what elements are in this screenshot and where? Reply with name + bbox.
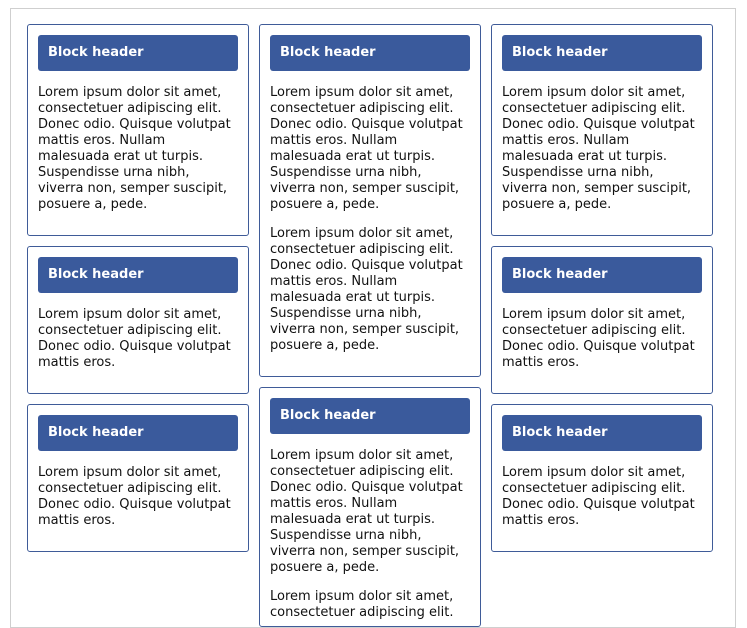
block-paragraph: Lorem ipsum dolor sit amet, consectetuer adipiscing elit. bbox=[270, 589, 454, 620]
block-paragraph: Lorem ipsum dolor sit amet, consectetuer adipiscing elit. Donec odio. Quisque volutpat mattis eros. Nullam malesuada erat ut turpis. Suspendisse urna nibh, viverra non, semper suscipit, posuere a, pede. bbox=[38, 85, 231, 212]
block-paragraph: Lorem ipsum dolor sit amet, consectetuer adipiscing elit. Donec odio. Quisque volutpat mattis eros. bbox=[502, 307, 695, 370]
block-paragraph: Lorem ipsum dolor sit amet, consectetuer adipiscing elit. Donec odio. Quisque volutpat mattis eros. Nullam malesuada erat ut turpis. Suspendisse urna nibh, viverra non, semper suscipit, posuere a, pede. bbox=[270, 226, 463, 353]
content-block bbox=[491, 24, 713, 236]
block-header: Block header bbox=[38, 415, 238, 451]
block-header: Block header bbox=[502, 35, 702, 71]
block-header: Block header bbox=[270, 398, 470, 434]
block-header: Block header bbox=[502, 415, 702, 451]
block-header: Block header bbox=[38, 257, 238, 293]
block-header: Block header bbox=[502, 257, 702, 293]
block-paragraph: Lorem ipsum dolor sit amet, consectetuer adipiscing elit. Donec odio. Quisque volutpat mattis eros. Nullam malesuada erat ut turpis. Suspendisse urna nibh, viverra non, semper suscipit, posuere a, pede. bbox=[270, 448, 463, 575]
content-block bbox=[491, 404, 713, 552]
block-paragraph: Lorem ipsum dolor sit amet, consectetuer adipiscing elit. Donec odio. Quisque volutpat mattis eros. Nullam malesuada erat ut turpis. Suspendisse urna nibh, viverra non, semper suscipit, posuere a, pede. bbox=[270, 85, 463, 212]
content-block bbox=[27, 24, 249, 236]
content-block bbox=[259, 24, 481, 377]
block-paragraph: Lorem ipsum dolor sit amet, consectetuer adipiscing elit. Donec odio. Quisque volutpat mattis eros. Nullam malesuada erat ut turpis. Suspendisse urna nibh, viverra non, semper suscipit, posuere a, pede. bbox=[502, 85, 695, 212]
block-header: Block header bbox=[38, 35, 238, 71]
block-paragraph: Lorem ipsum dolor sit amet, consectetuer adipiscing elit. Donec odio. Quisque volutpat mattis eros. bbox=[38, 307, 231, 370]
content-block bbox=[27, 246, 249, 394]
content-block bbox=[491, 246, 713, 394]
block-header: Block header bbox=[270, 35, 470, 71]
block-paragraph: Lorem ipsum dolor sit amet, consectetuer adipiscing elit. Donec odio. Quisque volutpat mattis eros. bbox=[38, 465, 231, 528]
content-block bbox=[27, 404, 249, 552]
content-block bbox=[259, 387, 481, 627]
block-paragraph: Lorem ipsum dolor sit amet, consectetuer adipiscing elit. Donec odio. Quisque volutpat mattis eros. bbox=[502, 465, 695, 528]
